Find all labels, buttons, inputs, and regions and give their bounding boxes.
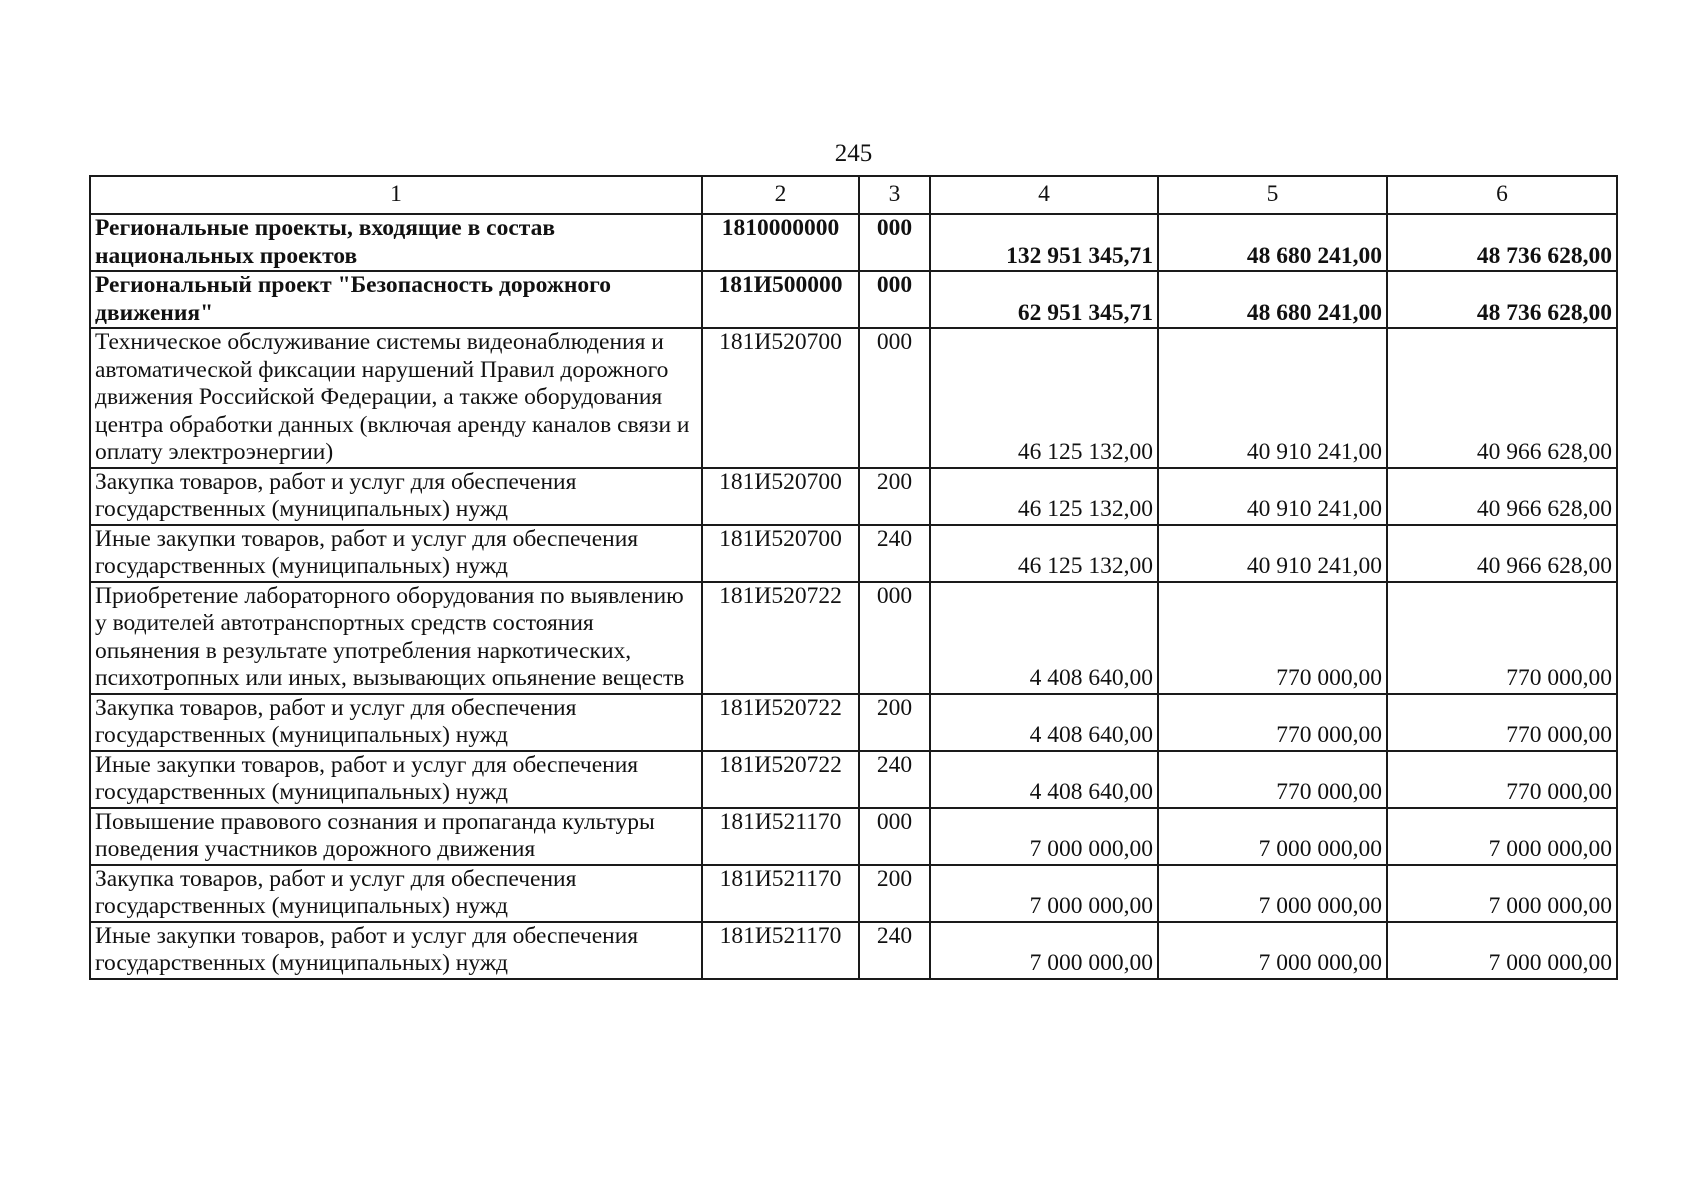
row-sum-4: 4 408 640,00 <box>930 694 1158 751</box>
table-row <box>90 328 1617 468</box>
row-sum-6: 7 000 000,00 <box>1387 808 1617 865</box>
row-type: 240 <box>859 751 930 808</box>
row-type: 000 <box>859 328 930 468</box>
row-sum-4: 4 408 640,00 <box>930 751 1158 808</box>
column-header-1: 1 <box>90 176 702 214</box>
row-code: 181И520722 <box>702 582 859 694</box>
column-header-2: 2 <box>702 176 859 214</box>
row-sum-6: 770 000,00 <box>1387 694 1617 751</box>
row-code: 181И521170 <box>702 922 859 979</box>
table-row <box>90 468 1617 525</box>
row-sum-4: 62 951 345,71 <box>930 271 1158 328</box>
row-type: 000 <box>859 214 930 271</box>
row-name: Закупка товаров, работ и услуг для обеспечения государственных (муниципальных) нужд <box>90 468 702 525</box>
row-type: 200 <box>859 468 930 525</box>
table-row <box>90 582 1617 694</box>
row-code: 181И520700 <box>702 525 859 582</box>
row-sum-6: 770 000,00 <box>1387 582 1617 694</box>
row-type: 200 <box>859 865 930 922</box>
table-row <box>90 865 1617 922</box>
row-sum-5: 770 000,00 <box>1158 751 1387 808</box>
row-sum-4: 7 000 000,00 <box>930 922 1158 979</box>
row-name: Иные закупки товаров, работ и услуг для обеспечения государственных (муниципальных) нужд <box>90 525 702 582</box>
row-type: 000 <box>859 808 930 865</box>
row-sum-5: 40 910 241,00 <box>1158 525 1387 582</box>
row-sum-5: 7 000 000,00 <box>1158 922 1387 979</box>
row-name: Иные закупки товаров, работ и услуг для обеспечения государственных (муниципальных) нужд <box>90 922 702 979</box>
row-sum-6: 48 736 628,00 <box>1387 271 1617 328</box>
row-sum-4: 132 951 345,71 <box>930 214 1158 271</box>
row-name: Региональные проекты, входящие в состав национальных проектов <box>90 214 702 271</box>
row-sum-5: 770 000,00 <box>1158 694 1387 751</box>
row-sum-4: 4 408 640,00 <box>930 582 1158 694</box>
row-sum-4: 7 000 000,00 <box>930 865 1158 922</box>
row-sum-6: 48 736 628,00 <box>1387 214 1617 271</box>
row-sum-4: 46 125 132,00 <box>930 328 1158 468</box>
row-code: 181И520722 <box>702 751 859 808</box>
row-sum-6: 40 966 628,00 <box>1387 328 1617 468</box>
row-sum-5: 7 000 000,00 <box>1158 865 1387 922</box>
row-type: 240 <box>859 525 930 582</box>
budget-table <box>89 175 1618 980</box>
row-sum-6: 40 966 628,00 <box>1387 525 1617 582</box>
row-sum-5: 770 000,00 <box>1158 582 1387 694</box>
row-code: 181И521170 <box>702 808 859 865</box>
row-name: Приобретение лабораторного оборудования по выявлению у водителей автотранспортных средств состояния опьянения в результате употребления наркотических, психотропных или иных, вызывающих опьянение веществ <box>90 582 702 694</box>
row-type: 200 <box>859 694 930 751</box>
column-header-4: 4 <box>930 176 1158 214</box>
row-sum-5: 48 680 241,00 <box>1158 271 1387 328</box>
table-row <box>90 271 1617 328</box>
row-sum-6: 40 966 628,00 <box>1387 468 1617 525</box>
row-type: 000 <box>859 582 930 694</box>
page-number: 245 <box>834 140 873 167</box>
row-sum-4: 46 125 132,00 <box>930 525 1158 582</box>
row-sum-6: 7 000 000,00 <box>1387 865 1617 922</box>
row-name: Повышение правового сознания и пропаганда культуры поведения участников дорожного движения <box>90 808 702 865</box>
row-sum-5: 40 910 241,00 <box>1158 468 1387 525</box>
table-header-row <box>90 176 1617 214</box>
row-type: 240 <box>859 922 930 979</box>
row-sum-4: 7 000 000,00 <box>930 808 1158 865</box>
row-code: 1810000000 <box>702 214 859 271</box>
table-row <box>90 922 1617 979</box>
row-name: Иные закупки товаров, работ и услуг для обеспечения государственных (муниципальных) нужд <box>90 751 702 808</box>
row-sum-5: 48 680 241,00 <box>1158 214 1387 271</box>
column-header-3: 3 <box>859 176 930 214</box>
table-row <box>90 694 1617 751</box>
row-code: 181И520700 <box>702 328 859 468</box>
row-sum-6: 770 000,00 <box>1387 751 1617 808</box>
row-code: 181И520700 <box>702 468 859 525</box>
row-sum-6: 7 000 000,00 <box>1387 922 1617 979</box>
table-row <box>90 808 1617 865</box>
row-code: 181И521170 <box>702 865 859 922</box>
table-row <box>90 525 1617 582</box>
row-name: Региональный проект "Безопасность дорожного движения" <box>90 271 702 328</box>
row-code: 181И500000 <box>702 271 859 328</box>
row-type: 000 <box>859 271 930 328</box>
column-header-6: 6 <box>1387 176 1617 214</box>
row-name: Закупка товаров, работ и услуг для обеспечения государственных (муниципальных) нужд <box>90 694 702 751</box>
column-header-5: 5 <box>1158 176 1387 214</box>
row-sum-5: 7 000 000,00 <box>1158 808 1387 865</box>
row-sum-5: 40 910 241,00 <box>1158 328 1387 468</box>
table-row <box>90 751 1617 808</box>
table-row <box>90 214 1617 271</box>
row-sum-4: 46 125 132,00 <box>930 468 1158 525</box>
row-name: Техническое обслуживание системы видеонаблюдения и автоматической фиксации нарушений Правил дорожного движения Российской Федерации, а также оборудования центра обработки данных (включая аренду каналов связи и оплату электроэнергии) <box>90 328 702 468</box>
row-name: Закупка товаров, работ и услуг для обеспечения государственных (муниципальных) нужд <box>90 865 702 922</box>
row-code: 181И520722 <box>702 694 859 751</box>
